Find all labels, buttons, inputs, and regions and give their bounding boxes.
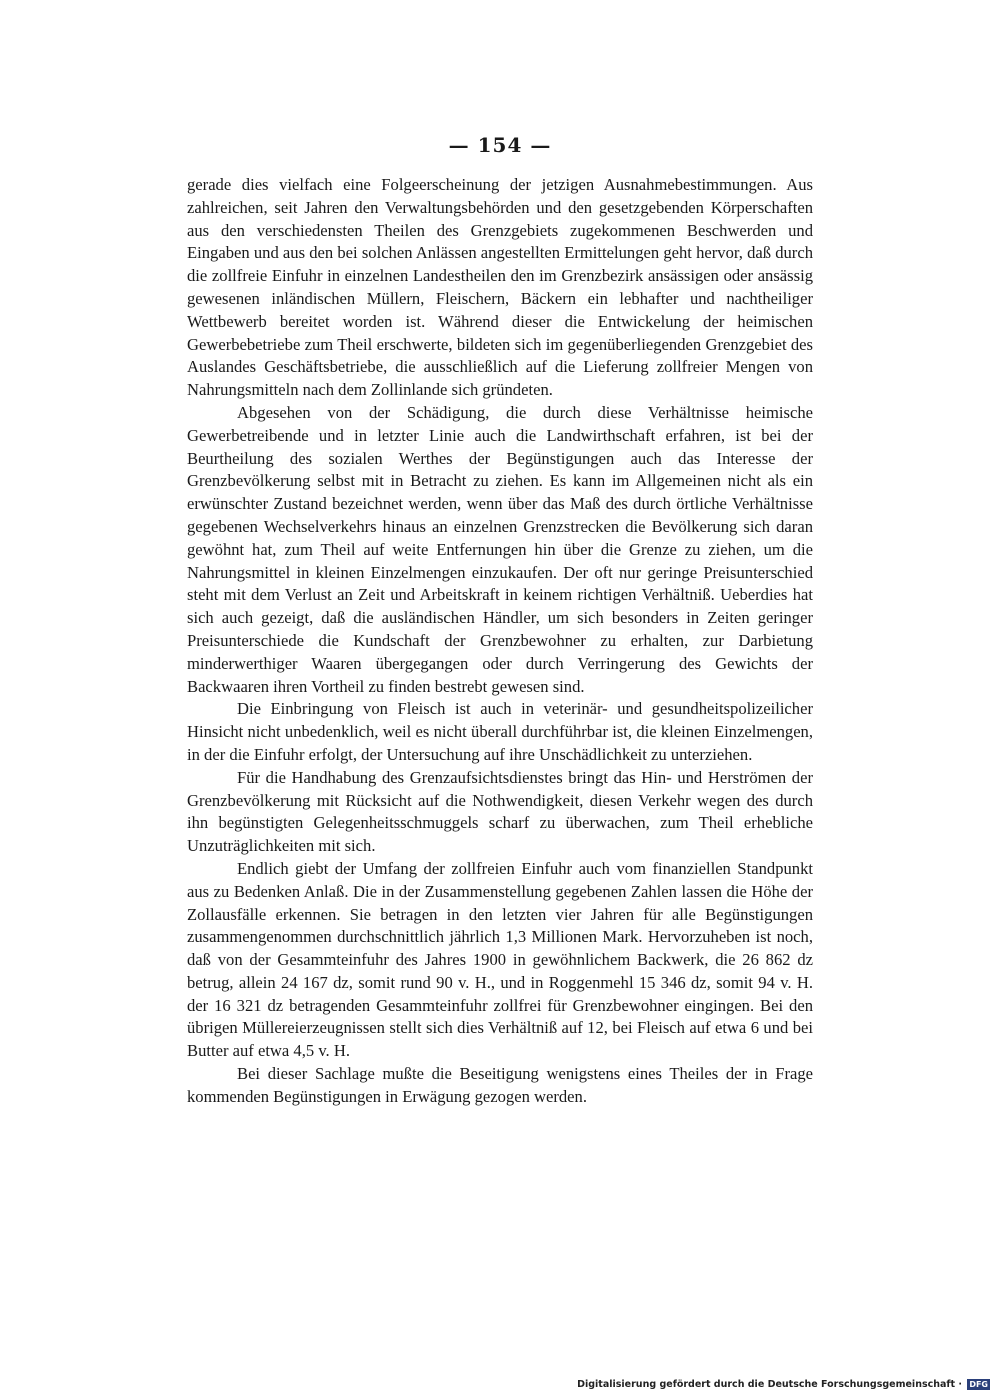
credit-text: Digitalisierung gefördert durch die Deutsche Forschungsgemeinschaft · [577,1379,963,1390]
paragraph: gerade dies vielfach eine Folgeerscheinung der jetzigen Ausnahmebestimmungen. Aus zahlreichen, seit Jahren den Verwaltungsbehörden und den gesetzgebenden Körperschaften aus den verschiedensten Theilen des Grenzgebiets zugekommenen Beschwerden und Eingaben und aus den bei solchen Anlässen angestellten Ermittelungen geht hervor, daß durch die zollfreie Einfuhr in einzelnen Landestheilen den im Grenzbezirk ansässigen oder ansässig gewesenen inländischen Müllern, Fleischern, Bäckern ein lebhafter und nachtheiliger Wettbewerb bereitet worden ist. Während dieser die Entwickelung der heimischen Gewerbebetriebe zum Theil erschwerte, bildeten sich im gegenüberliegenden Grenzgebiet des Auslandes Geschäftsbetriebe, die ausschließlich auf die Lieferung zollfreier Mengen von Nahrungsmitteln nach dem Zollinlande sich gründeten. [187,175,813,400]
paragraph: Bei dieser Sachlage mußte die Beseitigung wenigstens eines Theiles der in Frage kommenden Begünstigungen in Erwägung gezogen werden. [187,1064,813,1106]
dfg-logo: DFG [969,1380,988,1389]
paragraph: Abgesehen von der Schädigung, die durch diese Verhältnisse heimische Gewerbetreibende und in letzter Linie auch die Landwirthschaft erfahren, ist bei der Beurtheilung des sozialen Werthes der Begünstigungen auch das Interesse der Grenzbevölkerung selbst mit in Betracht zu ziehen. Es kann im Allgemeinen nicht als ein erwünschter Zustand bezeichnet werden, wenn über das Maß des durch örtliche Verhältnisse gegebenen Wechselverkehrs hinaus an einzelnen Grenzstrecken die Bevölkerung sich daran gewöhnt hat, zum Theil auf weite Entfernungen hin über die Grenze zu ziehen, um die Nahrungsmittel in kleinen Einzelmengen einzukaufen. Der oft nur geringe Preisunterschied steht mit dem Verlust an Zeit und Arbeitskraft in keinem richtigen Verhältniß. Ueberdies hat sich auch gezeigt, daß die ausländischen Händler, um sich besonders in Zeiten geringer Preisunterschiede die Kundschaft der Grenzbewohner zu erhalten, zur Darbietung minderwerthiger Waaren übergegangen oder durch Verringerung des Gewichts der Backwaaren ihren Vortheil zu finden bestrebt gewesen sind. [187,402,813,696]
digitization-credit [577,1379,990,1390]
paragraph: Die Einbringung von Fleisch ist auch in veterinär- und gesundheitspolizeilicher Hinsicht nicht unbedenklich, weil es nicht überall durchführbar ist, die kleinen Einzelmengen, in der die Einfuhr erfolgt, der Untersuchung auf ihre Unschädlichkeit zu unterziehen. [187,699,813,764]
paragraph: Endlich giebt der Umfang der zollfreien Einfuhr auch vom finanziellen Standpunkt aus zu Bedenken Anlaß. Die in der Zusammenstellung gegebenen Zahlen lassen die Höhe der Zollausfälle erkennen. Sie betragen in den letzten vier Jahren für alle Begünstigungen zusammengenommen durchschnittlich jährlich 1,3 Millionen Mark. Hervorzuheben ist noch, daß von der Gesammteinfuhr des Jahres 1900 in gewöhnlichem Backwerk, die 26 862 dz betrug, allein 24 167 dz, somit rund 90 v. H., und in Roggenmehl 15 346 dz, somit 94 v. H. der 16 321 dz betragenden Gesammteinfuhr zollfrei für Grenzbewohner eingingen. Bei den übrigen Müllereierzeugnissen stellt sich dies Verhältniß auf 12, bei Fleisch auf etwa 6 und bei Butter auf etwa 4,5 v. H. [187,858,813,1061]
body-text [187,174,813,1109]
page-number: — 154 — [448,133,552,157]
paragraph: Für die Handhabung des Grenzaufsichtsdienstes bringt das Hin- und Herströmen der Grenzbevölkerung mit Rücksicht auf die Nothwendigkeit, diesen Verkehr wegen des durch ihn begünstigten Gelegenheitsschmuggels scharf zu überwachen, zum Theil erhebliche Unzuträglichkeiten mit sich. [187,767,813,856]
